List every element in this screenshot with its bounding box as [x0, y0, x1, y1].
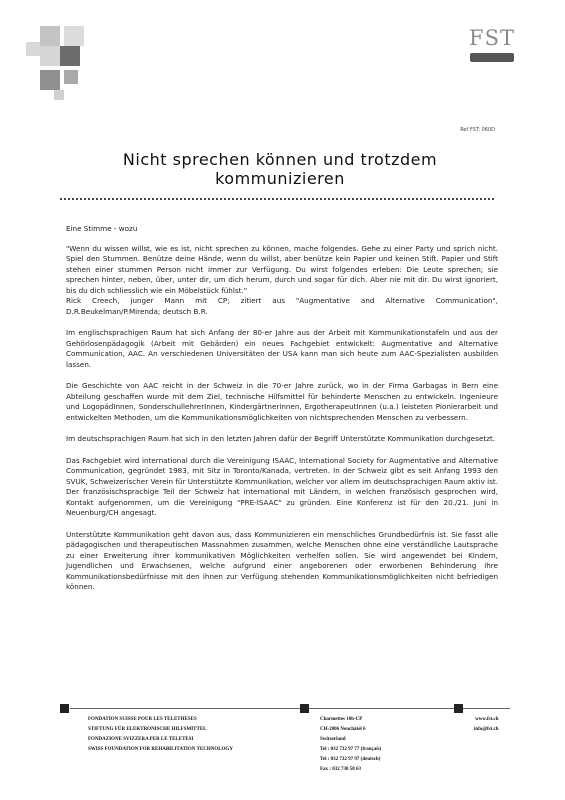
footer-address [320, 715, 381, 775]
decor-square [40, 26, 60, 46]
paragraph-quote: "Wenn du wissen willst, wie es ist, nicht sprechen zu können, mache folgendes. Gehe zu einer Party und sprich nicht. Spiel den Stummen. Benütze deine Hände, wenn du willst, aber benütze kein Papier und keinen Stift. Papier und Stift stehen einer stummen Person nicht immer zur Verfügung. Du wirst folgendes erleben: Die Leute sprechen; sie sprechen hinter, neben, über, unter dir, um dich herum, durch und sogar für dich. Aber nie mit dir. Du wirst ignoriert, bis du dich schliesslich wie ein Möbelstück fühlst." Rick Creech, junger Mann mit CP; zitiert aus "Augmentative and Alternative Communication", D.R.Beukelman/P.Mirenda; deutsch B.R. [66, 243, 498, 316]
footer-foundation-names [88, 715, 233, 755]
paragraph: Im deutschsprachigen Raum hat sich in den letzten Jahren dafür der Begriff Unterstützte Kommunikation durchgesetzt. [66, 434, 496, 443]
footer-marker-square [60, 704, 69, 713]
reference-number: Ref FST: 060D [460, 127, 495, 133]
footer-marker-square [300, 704, 309, 713]
paragraph: Unterstützte Kommunikation geht davon aus, dass Kommunizieren ein menschliches Grundbedürfnis ist. Sie fasst alle pädagogischen und therapeutischen Massnahmen zusammen, welche Menschen ohne eine verständliche Lautsprache zu einer Erweiterung ihrer kommunikativen Möglichkeiten verhelfen sollen. Sie wird angewendet bei Kindern, Jugendlichen und Erwachsenen, welche aufgrund einer angeborenen oder erworbenen Behinderung ihre Kommunikationsbedürfnisse mit den ihnen zur Verfügung stehenden Kommunikationsmöglichkeiten nicht befriedigen können. [66, 529, 498, 591]
decor-square [40, 70, 60, 90]
decor-square [64, 70, 78, 84]
footer-contact [474, 715, 499, 735]
email-link[interactable]: info@fst.ch [474, 727, 499, 732]
decor-square [54, 90, 64, 100]
decor-square [60, 46, 80, 66]
foundation-name-fr: FONDATION SUISSE POUR LES TELETHESES [88, 717, 197, 722]
foundation-name-en: SWISS FOUNDATION FOR REHABILITATION TECHNOLOGY [88, 747, 233, 752]
fax: Fax : 032 730 58 63 [320, 767, 361, 772]
decor-square [64, 26, 84, 46]
decor-square [26, 42, 40, 56]
website-link[interactable]: www.fst.ch [475, 717, 499, 722]
logo-band [470, 53, 514, 62]
fst-logo [466, 27, 518, 67]
footer-divider [70, 708, 510, 709]
decor-square [40, 46, 60, 66]
section-subheading: Eine Stimme - wozu [66, 224, 138, 233]
footer-marker-square [454, 704, 463, 713]
page-title: Nicht sprechen können und trotzdem kommunizieren [122, 150, 438, 188]
phone-de: Tel : 032 732 97 97 (deutsch) [320, 757, 381, 762]
paragraph: Das Fachgebiet wird international durch die Vereinigung ISAAC, International Society for Augmentative and Alternative Communication, gegründet 1983, mit Sitz in Toronto/Kanada, vertreten. In der Schweiz gibt es seit Anfang 1993 den SVUK, Schweizerischer Verein für Unterstützte Kommunikation, welcher vor allem im deutschsprachigen Raum aktiv ist. Der französischsprachige Teil der Schweiz hat international mit Ländern, in welchen französisch gesprochen wird, Kontakt aufgenommen, um die Vereinigung "PRE-ISAAC" zu gründen. Eine Konferenz ist für den 20./21. Juni in Neuenburg/CH angesagt. [66, 455, 498, 517]
document-body [66, 224, 498, 604]
phone-fr: Tel : 032 732 97 77 (français) [320, 747, 382, 752]
logo-text: FST [469, 26, 515, 50]
title-divider [60, 198, 494, 200]
address-street: Charmettes 10b-CP [320, 717, 363, 722]
paragraph: Im englischsprachigen Raum hat sich Anfang der 80-er Jahre aus der Arbeit mit Kommunikationstafeln und aus der Gehörlosenpädagogik (Arbeit mit Gebärden) ein neues Fachgebiet entwickelt: Augmentative and Alternative Communication, AAC. An verschiedenen Universitäten der USA kann man sich heute zum AAC-Spezialisten ausbilden lassen. [66, 328, 498, 369]
foundation-name-it: FONDAZIONE SVIZZERA PER LE TELETESI [88, 737, 194, 742]
address-country: Switzerland [320, 737, 346, 742]
address-city: CH-2006 Neuchâtel 6 [320, 727, 366, 732]
foundation-name-de: STIFTUNG FÜR ELEKTRONISCHE HILFSMITTEL [88, 727, 207, 732]
paragraph: Die Geschichte von AAC reicht in der Schweiz in die 70-er Jahre zurück, wo in der Firma Garbagas in Bern eine Abteilung geschaffen wurde mit dem Ziel, technische Hilfsmittel für behinderte Menschen zu entwickeln. Ingenieure und LogopädInnen, SonderschullehrerInnen, Kindergärtnerinnen, ErgotherapeutInnen (u.a.) leisteten Pionierarbeit und entwickelten Methoden, um die Kommunikationsmöglichkeiten von nichtsprechenden Menschen zu verbessern. [66, 381, 498, 422]
